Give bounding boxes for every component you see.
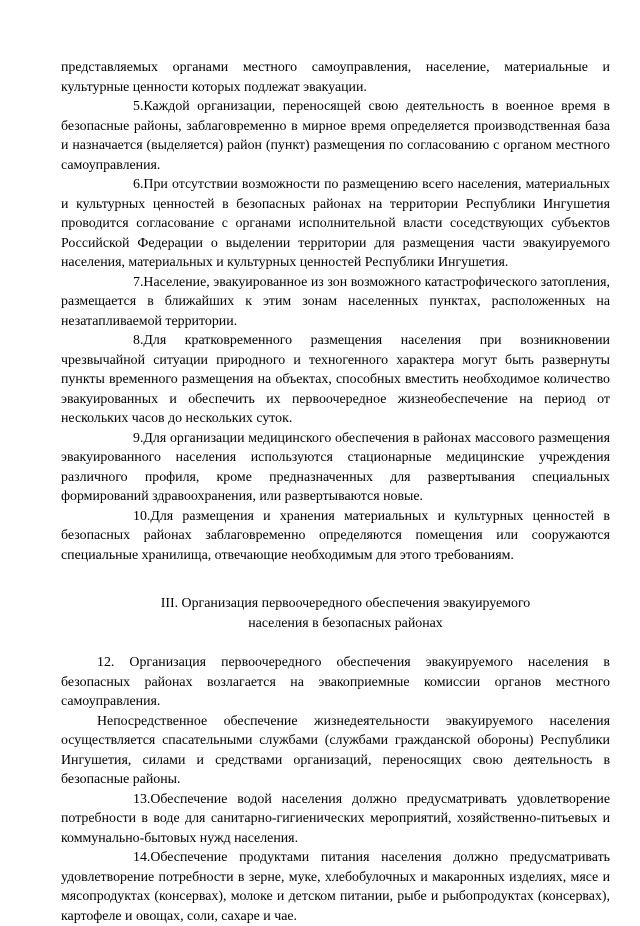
paragraph-continuation xyxy=(61,58,610,97)
paragraph-number: 5. xyxy=(133,99,144,114)
paragraph-text: Для организации медицинского обеспечения в районах массового размещения эвакуированного населения используются стационарные медицинские учреждения различного профиля, кроме предназначенных для развертывания специальных формирований здравоохранения, или развертываются новые. xyxy=(61,430,610,504)
paragraph-number: 7. xyxy=(133,274,144,290)
paragraph-number: 14. xyxy=(133,850,151,865)
paragraph-text: Для размещения и хранения материальных и культурных ценностей в безопасных районах заблаговременно определяются помещения или сооружаются специальные хранилища, отвечающие необходимым для этого требованиям. xyxy=(61,508,610,563)
paragraph-text: Для кратковременного размещения населения при возникновении чрезвычайной ситуации природного и техногенного характера могут быть развернуты пункты временного размещения на объектах, способных вместить необходимое количество эвакуированных и обеспечить их первоочередное жизнеобеспечение на период от нескольких часов до нескольких суток. xyxy=(61,333,610,426)
paragraph-text: Население, эвакуированное из зон возможного катастрофического затопления, размещается в ближайших к этим зонам населенных пунктах, расположенных на незатапливаемой территории. xyxy=(61,274,610,329)
paragraph-text: При отсутствии возможности по размещению всего населения, материальных и культурных ценностей в безопасных районах на территории Республики Ингушетия проводится согласование с органами исполнительной власти соседствующих субъектов Российской Федерации о выделении территории для размещения части эвакуируемого населения, материальных и культурных ценностей Республики Ингушетия. xyxy=(61,177,610,270)
section-heading-line-1: III. Организация первоочередного обеспечения эвакуируемого xyxy=(160,596,531,611)
section-heading xyxy=(61,594,610,633)
paragraph-number: 13. xyxy=(133,791,151,807)
paragraph-13 xyxy=(61,790,610,849)
paragraph-text: Непосредственное обеспечение жизнедеятельности эвакуируемого населения осуществляется спасательными службами (службами гражданской обороны) Республики Ингушетия, силами и средствами организаций, переносящих свою деятельность в безопасные районы. xyxy=(61,713,610,787)
paragraph-7 xyxy=(61,273,610,332)
paragraph-10 xyxy=(61,507,610,566)
paragraph-number: 10. xyxy=(133,508,151,524)
paragraph-text: 12. Организация первоочередного обеспечения эвакуируемого населения в безопасных районах возлагается на эвакоприемные комиссии органов местного самоуправления. xyxy=(61,655,610,709)
paragraph-number: 8. xyxy=(133,333,144,348)
paragraph-text: Обеспечение продуктами питания населения должно предусматривать удовлетворение потребности в зерне, муке, хлебобулочных и макаронных изделиях, мясе и мясопродуктах (консервах), молоке и детском питании, рыбе и рыбопродуктах (консервах), картофеле и овощах, соли, сахаре и чае. xyxy=(61,850,610,924)
paragraph-number: 9. xyxy=(133,430,144,446)
paragraph-8 xyxy=(61,331,610,429)
paragraph-number: 6. xyxy=(133,177,144,192)
paragraph-text: Каждой организации, переносящей свою деятельность в военное время в безопасные районы, заблаговременно в мирное время определяется производственная база и назначается (выделяется) район (пункт) размещения по согласованию с органом местного самоуправления. xyxy=(61,99,610,173)
paragraph-text: представляемых органами местного самоуправления, население, материальные и культурные ценности которых подлежат эвакуации. xyxy=(61,60,610,95)
paragraph-6 xyxy=(61,175,610,273)
paragraph-5 xyxy=(61,97,610,175)
paragraph-9 xyxy=(61,429,610,507)
document-body xyxy=(61,58,610,926)
paragraph-text: Обеспечение водой населения должно предусматривать удовлетворение потребности в воде для санитарно-гигиенических мероприятий, хозяйственно-питьевых и коммунально-бытовых нужд населения. xyxy=(61,791,610,846)
paragraph-12 xyxy=(61,653,610,712)
paragraph-14 xyxy=(61,848,610,926)
paragraph-12-continued xyxy=(61,712,610,790)
section-heading-line-2: населения в безопасных районах xyxy=(248,615,443,631)
